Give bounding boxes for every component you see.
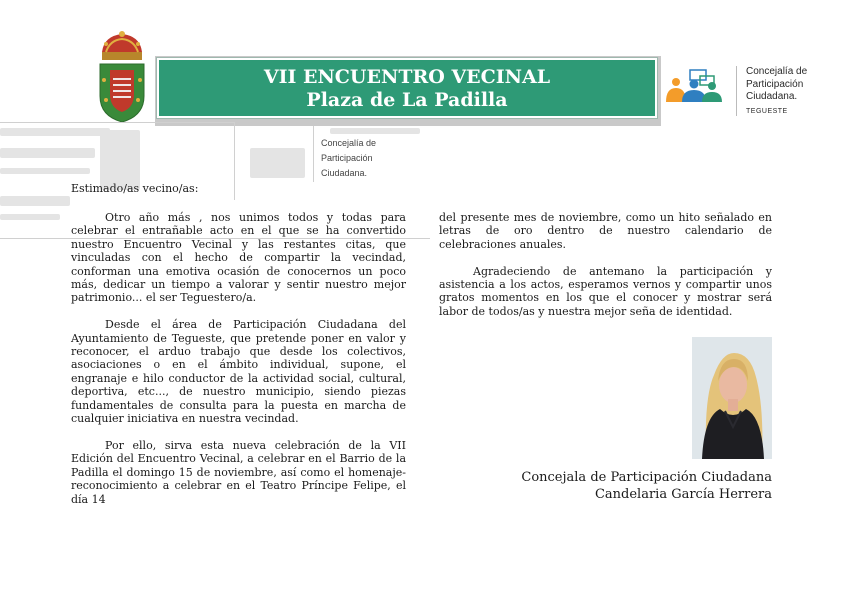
ghost-block [0,214,60,220]
logo-line-3: Ciudadana. [746,91,798,102]
ghost-logo-line-3: Ciudadana. [321,168,368,178]
ghost-logo-line-2: Participación [321,153,373,163]
signature-block [521,469,772,503]
ghost-rule [313,126,314,182]
ghost-logo-text [321,136,376,181]
letter-greeting: Estimado/as vecino/as: [71,182,199,195]
ghost-block [0,148,95,158]
ghost-rule [234,122,235,200]
ghost-block [0,128,110,136]
signature-role: Concejala de Participación Ciudadana [521,470,772,485]
letter-left-column [71,211,406,519]
letter-paragraph: Por ello, sirva esta nueva celebración de la VII Edición del Encuentro Vecinal, a celebrar en el Barrio de la Padilla el domingo 15 de noviembre, así como el homenaje-reconocimiento a celebrar en el Teatro Príncipe Felipe, el día 14 [71,438,406,506]
people-group-icon [664,68,724,102]
logo-subline: TEGUESTE [746,107,788,115]
letter-paragraph: del presente mes de noviembre, como un hito señalado en letras de oro dentro de nuestro calendario de celebraciones anuales. [439,211,772,251]
banner-subtitle: Plaza de La Padilla [306,89,508,111]
ghost-block [0,196,70,206]
letter-right-column [439,211,772,332]
coat-of-arms-icon [94,30,150,124]
title-banner [157,58,657,118]
ghost-block [0,168,90,174]
banner-title: VII ENCUENTRO VECINAL [263,66,551,88]
letter-paragraph: Otro año más , nos unimos todos y todas para celebrar el entrañable acto en el que se ha convertido nuestro Encuentro Vecinal y las restantes citas, que vinculadas con el hecho de compartir la vecindad, conforman una emotiva ocasión de conocernos un poco más, dedicar un tiempo a valorar y sentir nuestro mejor patrimonio... el ser Teguestero/a. [71,211,406,305]
ghost-block [330,128,420,134]
letter-paragraph: Agradeciendo de antemano la participación y asistencia a los actos, esperamos vernos y compartir unos gratos momentos en los que el conocer y mostrar será labor de todos/as y nuestra mejor seña de identidad. [439,264,772,318]
ghost-block [100,130,140,190]
logo-line-1: Concejalía de [746,66,808,77]
logo-divider [736,66,737,116]
letter-paragraph: Desde el área de Participación Ciudadana del Ayuntamiento de Tegueste, que pretende poner en valor y reconocer, el arduo trabajo que desde los colectivos, asociaciones o en el ámbito individual, supone, el engranaje e hilo conductor de la actividad social, cultural, deportiva, etc..., de nuestro municipio, siendo piezas fundamentales de consulta para la puesta en marcha de cualquier iniciativa en nuestra vecindad. [71,318,406,426]
ghost-rule [0,122,235,123]
participation-logo-text [746,66,807,118]
ghost-logo-line-1: Concejalía de [321,138,377,148]
ghost-block [250,148,305,178]
logo-line-2: Participación [746,78,804,90]
portrait-photo [692,337,772,459]
signature-name: Candelaria García Herrera [594,487,772,502]
